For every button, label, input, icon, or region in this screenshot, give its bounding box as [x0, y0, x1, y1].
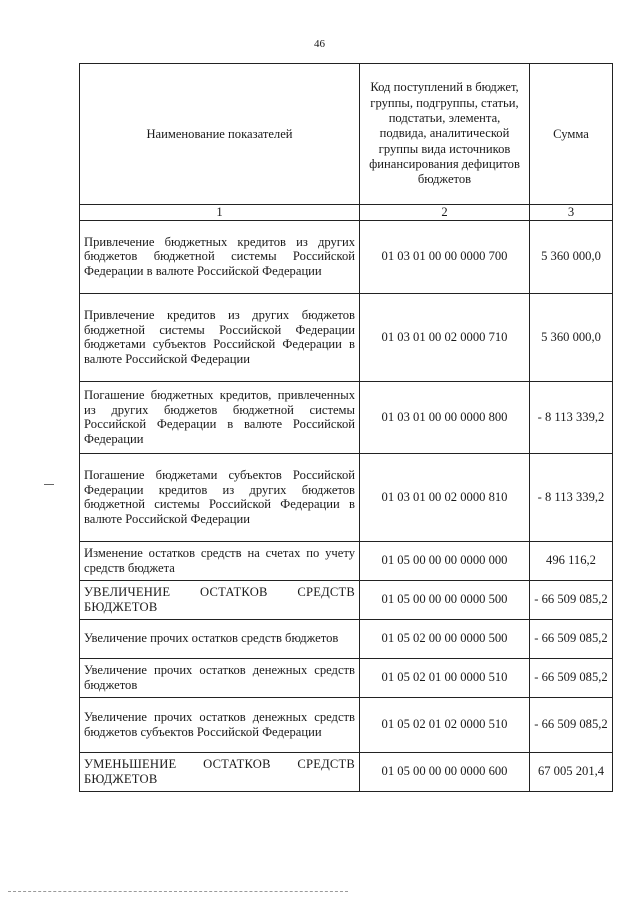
header-code-label: Код поступлений в бюджет, группы, подгруппы, статьи, подстатьи, элемента, подвида, аналитической группы вида источников финансирования дефицитов бюджетов — [369, 80, 520, 187]
row-name: Погашение бюджетами субъектов Российской Федерации кредитов из других бюджетов бюджетной системы Российской Федерации в валюте Российской Федерации — [80, 453, 360, 541]
table-row — [80, 293, 613, 381]
row-sum: - 66 509 085,2 — [530, 619, 613, 658]
row-code: 01 05 00 00 00 0000 600 — [360, 752, 530, 791]
footer-divider — [8, 891, 348, 893]
page-number: 46 — [314, 38, 325, 50]
table-row — [80, 619, 613, 658]
row-name: УВЕЛИЧЕНИЕ ОСТАТКОВ СРЕДСТВ БЮДЖЕТОВ — [80, 580, 360, 619]
row-sum: - 8 113 339,2 — [530, 453, 613, 541]
column-number-row — [80, 205, 613, 221]
row-code: 01 05 00 00 00 0000 000 — [360, 541, 530, 580]
row-sum: - 66 509 085,2 — [530, 658, 613, 697]
margin-mark — [44, 484, 54, 485]
row-name: Погашение бюджетных кредитов, привлеченных из других бюджетов бюджетной системы Российской Федерации в валюте Российской Федерации — [80, 381, 360, 453]
row-sum: - 66 509 085,2 — [530, 580, 613, 619]
row-sum: 496 116,2 — [530, 541, 613, 580]
row-name: Увеличение прочих остатков денежных средств бюджетов — [80, 658, 360, 697]
row-sum: - 66 509 085,2 — [530, 697, 613, 752]
row-code: 01 05 02 01 02 0000 510 — [360, 697, 530, 752]
table-row — [80, 697, 613, 752]
row-code: 01 03 01 00 02 0000 710 — [360, 293, 530, 381]
row-name: Изменение остатков средств на счетах по учету средств бюджета — [80, 541, 360, 580]
header-code — [360, 64, 530, 205]
header-sum — [530, 64, 613, 205]
row-code: 01 03 01 00 00 0000 700 — [360, 220, 530, 293]
table-header-row — [80, 64, 613, 205]
row-code: 01 03 01 00 00 0000 800 — [360, 381, 530, 453]
row-name: УМЕНЬШЕНИЕ ОСТАТКОВ СРЕДСТВ БЮДЖЕТОВ — [80, 752, 360, 791]
row-code: 01 03 01 00 02 0000 810 — [360, 453, 530, 541]
table-row — [80, 752, 613, 791]
table-row — [80, 580, 613, 619]
row-sum: 5 360 000,0 — [530, 293, 613, 381]
column-number-3: 3 — [530, 205, 613, 221]
row-sum: 5 360 000,0 — [530, 220, 613, 293]
budget-sources-table — [79, 63, 613, 792]
row-name: Увеличение прочих остатков денежных средств бюджетов субъектов Российской Федерации — [80, 697, 360, 752]
column-number-1: 1 — [80, 205, 360, 221]
header-name-label: Наименование показателей — [146, 126, 293, 141]
header-name — [80, 64, 360, 205]
row-name: Привлечение кредитов из других бюджетов бюджетной системы Российской Федерации бюджетами субъектов Российской Федерации в валюте Российской Федерации — [80, 293, 360, 381]
table-row — [80, 453, 613, 541]
row-code: 01 05 00 00 00 0000 500 — [360, 580, 530, 619]
column-number-2: 2 — [360, 205, 530, 221]
row-name: Привлечение бюджетных кредитов из других бюджетов бюджетной системы Российской Федерации в валюте Российской Федерации — [80, 220, 360, 293]
row-name: Увеличение прочих остатков средств бюджетов — [80, 619, 360, 658]
row-code: 01 05 02 00 00 0000 500 — [360, 619, 530, 658]
header-sum-label: Сумма — [553, 126, 589, 141]
table-row — [80, 381, 613, 453]
table-row — [80, 541, 613, 580]
row-code: 01 05 02 01 00 0000 510 — [360, 658, 530, 697]
row-sum: 67 005 201,4 — [530, 752, 613, 791]
table-row — [80, 658, 613, 697]
table-row — [80, 220, 613, 293]
row-sum: - 8 113 339,2 — [530, 381, 613, 453]
